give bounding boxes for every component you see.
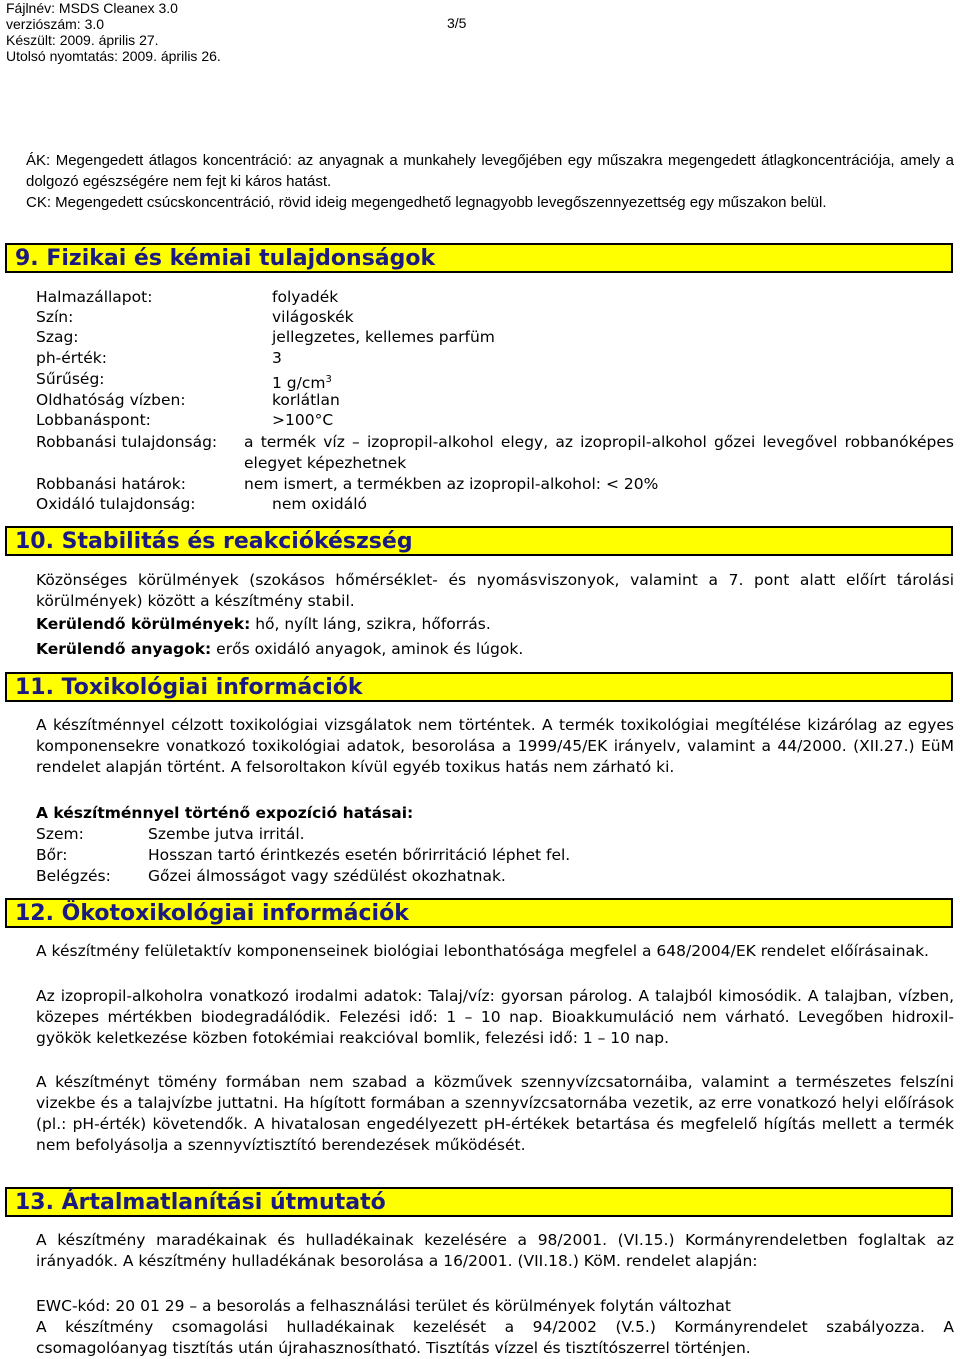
unit-superscript: 3 — [325, 374, 332, 385]
section-title: 9. Fizikai és kémiai tulajdonságok — [15, 246, 436, 271]
property-value: 3 — [272, 349, 282, 367]
section-9-header — [5, 243, 953, 273]
avoid-materials-label: Kerülendő anyagok: — [36, 640, 212, 658]
effect-label: Belégzés: — [36, 867, 111, 885]
section-12-header — [5, 898, 953, 928]
property-value: folyadék — [272, 288, 339, 306]
property-value: jellegzetes, kellemes parfüm — [272, 328, 495, 346]
property-value: 1 g/cm — [272, 374, 326, 393]
stability-paragraph: Közönséges körülmények (szokásos hőmérséklet- és nyomásviszonyok, valamint a 7. pont alatt előírt tárolási körülmények) között a készítmény stabil. — [36, 571, 954, 610]
ck-definition: CK: Megengedett csúcskoncentráció, rövid ideig megengedhető legnagyobb levegőszennyezettség egy műszakon belül. — [26, 194, 827, 211]
disposal-paragraph-1: A készítmény maradékainak és hulladékainak kezelésére a 98/2001. (VI.15.) Kormányrendeletben foglaltak az irányadók. A készítmény hulladékának besorolása a 16/2001. (VII.18.) KöM. rendelet alapján: — [36, 1231, 954, 1270]
property-label: Robbanási határok: — [36, 475, 186, 493]
property-label: ph-érték: — [36, 349, 107, 367]
ak-definition: ÁK: Megengedett átlagos koncentráció: az anyagnak a munkahely levegőjében egy műszakra megengedett átlagkoncentrációja, amely a dolgozó egészségére nem fejt ki káros hatást. — [26, 152, 954, 190]
page-number: 3/5 — [447, 15, 467, 31]
section-title: 13. Ártalmatlanítási útmutató — [15, 1190, 386, 1215]
ecotox-paragraph-2: Az izopropil-alkoholra vonatkozó irodalmi adatok: Talaj/víz: gyorsan párolog. A talajból kimosódik. A talajban, vízben, közepes mértékben biodegradálódik. Felezési idő: 1 – 10 nap. Bioakkumuláció nem várható. Levegőben hidroxil-gyökök keletkezése közben fotokémiai reakcióval bomlik, felezési idő: 1 – 10 nap. — [36, 987, 954, 1047]
disposal-paragraph-2: A készítmény csomagolási hulladékainak kezelését a 94/2002 (V.5.) Kormányrendelet szabályozza. A csomagolóanyag tisztítás után újrahasznosítható. Tisztítás vízzel és tisztítószerrel történjen. — [36, 1318, 954, 1357]
property-label: Szín: — [36, 308, 74, 326]
exposure-title: A készítménnyel történő expozíció hatásai: — [36, 804, 414, 822]
avoid-materials-value: erős oxidáló anyagok, aminok és lúgok. — [211, 640, 524, 658]
effect-value: Szembe jutva irritál. — [148, 825, 305, 843]
section-13-header — [5, 1187, 953, 1217]
property-value: >100°C — [272, 411, 334, 429]
property-value: nem ismert, a termékben az izopropil-alkohol: < 20% — [244, 475, 659, 493]
filename-label: Fájlnév: MSDS Cleanex 3.0 — [6, 0, 178, 16]
section-11-header — [5, 672, 953, 702]
version-label: verziószám: 3.0 — [6, 16, 105, 32]
property-label: Sűrűség: — [36, 370, 105, 388]
property-label: Oldhatóság vízben: — [36, 391, 186, 409]
property-value: korlátlan — [272, 391, 340, 409]
toxicology-paragraph: A készítménnyel célzott toxikológiai vizsgálatok nem történtek. A termék toxikológiai megítélése kizárólag az egyes komponensekre vonatkozó toxikológiai adatok, besorolása a 1999/45/EK irányelv, valamint a 44/2000. (XII.27.) EüM rendelet alapján történt. A felsoroltakon kívül egyéb toxikus hatás nem zárható ki. — [36, 716, 954, 776]
property-label: Lobbanáspont: — [36, 411, 151, 429]
printed-date: Utolsó nyomtatás: 2009. április 26. — [6, 48, 221, 64]
section-title: 10. Stabilitás és reakciókészség — [15, 529, 413, 554]
property-label: Oxidáló tulajdonság: — [36, 495, 196, 513]
section-title: 12. Ökotoxikológiai információk — [15, 901, 409, 926]
document-header — [6, 0, 221, 64]
effect-label: Bőr: — [36, 846, 68, 864]
effect-value: Hosszan tartó érintkezés esetén bőrirritáció léphet fel. — [148, 846, 571, 864]
property-label: Szag: — [36, 328, 79, 346]
ewc-code: EWC-kód: 20 01 29 – a besorolás a felhasználási terület és körülmények folytán változhat — [36, 1297, 731, 1315]
avoid-conditions — [36, 614, 954, 635]
effect-value: Gőzei álmosságot vagy szédülést okozhatnak. — [148, 867, 506, 885]
effect-label: Szem: — [36, 825, 84, 843]
avoid-materials — [36, 639, 954, 660]
property-label: Halmazállapot: — [36, 288, 153, 306]
property-label: Robbanási tulajdonság: — [36, 433, 218, 451]
section-title: 11. Toxikológiai információk — [15, 675, 363, 700]
property-value: világoskék — [272, 308, 354, 326]
avoid-conditions-value: hő, nyílt láng, szikra, hőforrás. — [250, 615, 491, 633]
ecotox-paragraph-3: A készítményt tömény formában nem szabad a közművek szennyvízcsatornáiba, valamint a természetes felszíni vizekbe és a talajvízbe juttatni. Ha hígított formában a szennyvízcsatornába vezetik, az erre vonatkozó helyi előírások (pl.: pH-érték) követendők. A hivatalosan engedélyezett pH-értékek betartása és megfelelő hígítás mellett a termék nem befolyásolja a szennyvíztisztító berendezések működését. — [36, 1073, 954, 1154]
created-date: Készült: 2009. április 27. — [6, 32, 159, 48]
property-value: a termék víz – izopropil-alkohol elegy, az izopropil-alkohol gőzei levegővel robbanóképes elegyet képezhetnek — [244, 433, 954, 472]
section-10-header — [5, 526, 953, 556]
avoid-conditions-label: Kerülendő körülmények: — [36, 615, 251, 633]
property-value: nem oxidáló — [272, 495, 367, 513]
ecotox-paragraph-1: A készítmény felületaktív komponenseinek biológiai lebonthatósága megfelel a 648/2004/EK rendelet előírásainak. — [36, 942, 929, 960]
